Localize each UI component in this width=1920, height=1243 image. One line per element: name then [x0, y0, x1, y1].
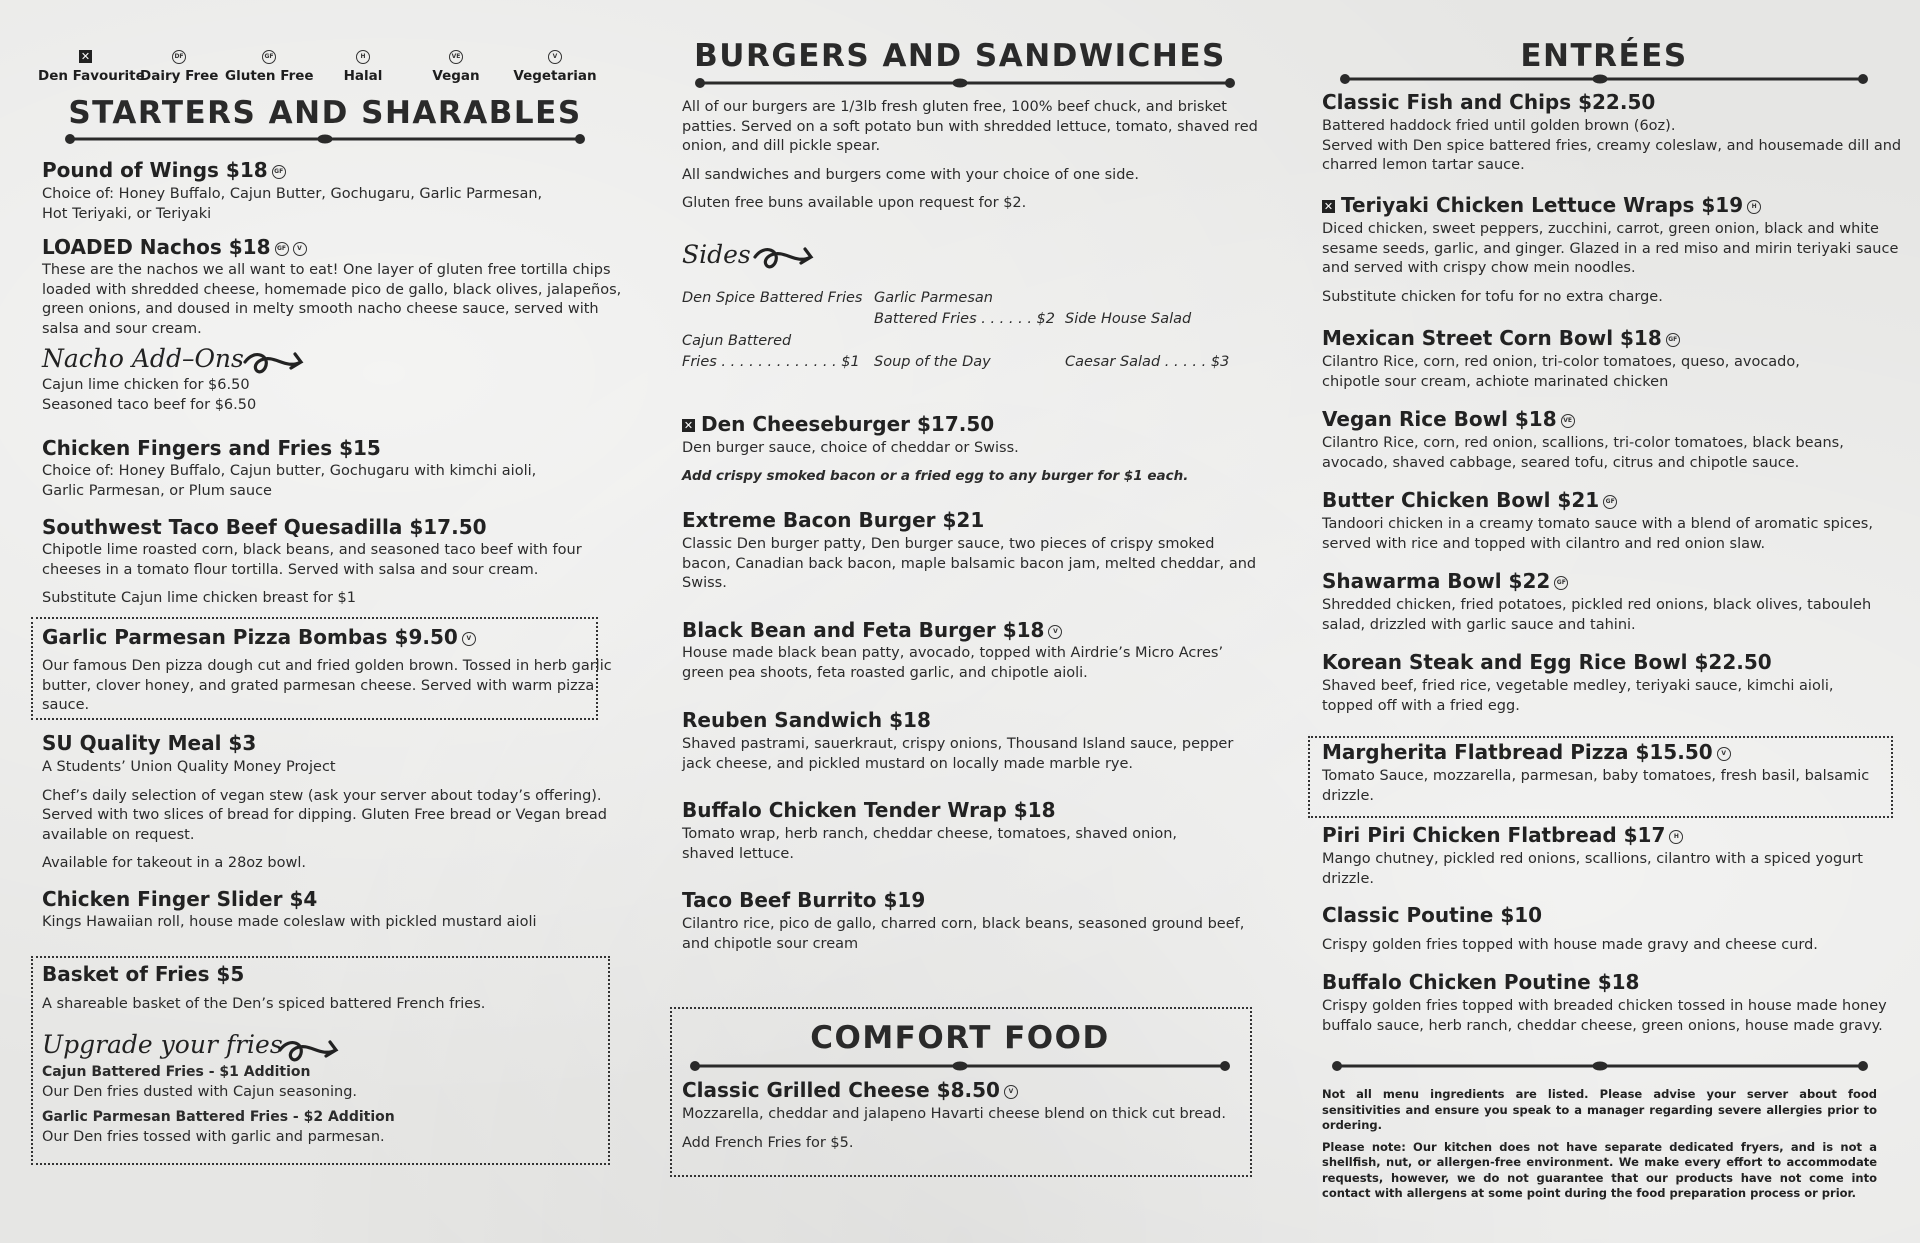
legend-vegan: VE Vegan	[426, 46, 486, 84]
gluten-free-icon: GF	[1603, 495, 1617, 509]
menu-item-grilled-cheese: Classic Grilled Cheese $8.50 V Mozzarella, cheddar and jalapeno Havarti cheese blend on thick cut bread. Add French Fries for $5.	[682, 1078, 1226, 1151]
menu-item-su-quality-meal: SU Quality Meal $3 A Students’ Union Quality Money Project Chef’s daily selection of vegan stew (ask your server about today’s offering). Served with two slices of bread for dipping. Gluten Free bread or Vegan bread available on request. Available for takeout in a 28oz bowl.	[42, 731, 607, 871]
menu-item-quesadilla: Southwest Taco Beef Quesadilla $17.50 Chipotle lime roasted corn, black beans, and seasoned taco beef with four cheeses in a tomato flour tortilla. Served with salsa and sour cream. Substitute Cajun lime chicken breast for $1	[42, 515, 582, 606]
menu-item-extreme-bacon-burger: Extreme Bacon Burger $21 Classic Den burger patty, Den burger sauce, two pieces of crispy smoked bacon, Canadian back bacon, maple balsamic bacon jam, melted cheddar, and Swiss.	[682, 508, 1257, 591]
legend-dairy-free: DF Dairy Free	[140, 46, 218, 84]
menu-item-butter-chicken-bowl: Butter Chicken Bowl $21 GF Tandoori chicken in a creamy tomato sauce with a blend of aromatic spices, served with rice and topped with cilantro and red onion slaw.	[1322, 488, 1873, 552]
menu-item-pizza-bombas: Garlic Parmesan Pizza Bombas $9.50 V Our famous Den pizza dough cut and fried golden brown. Tossed in herb garlic butter, clover honey, and grated parmesan cheese. Served with warm pizza sauce.	[42, 625, 612, 713]
menu-item-chicken-fingers: Chicken Fingers and Fries $15 Choice of: Honey Buffalo, Cajun butter, Gochugaru with kimchi aioli, Garlic Parmesan, or Plum sauce	[42, 436, 537, 499]
menu-item-slider: Chicken Finger Slider $4 Kings Hawaiian roll, house made coleslaw with pickled mustard aioli	[42, 887, 537, 930]
legend-vegetarian: V Vegetarian	[510, 46, 600, 84]
burgers-heading: BURGERS AND SANDWICHES	[694, 38, 1226, 74]
burgers-intro: All of our burgers are 1/3lb fresh gluten free, 100% beef chuck, and brisket patties. Served on a soft potato bun with shredded lettuce, tomato, shaved red onion, and dill pickle spear. All sandwiches and burgers come with your choice of one side. Gluten free buns available upon request for $2.	[682, 99, 1258, 211]
menu-item-margherita-flatbread: Margherita Flatbread Pizza $15.50 V Tomato Sauce, mozzarella, parmesan, baby tomatoes, fresh basil, balsamic drizzle.	[1322, 740, 1870, 804]
legend-halal: H Halal	[333, 46, 393, 84]
nacho-addons-title: Nacho Add–Ons	[42, 344, 244, 373]
den-favourite-icon: ✕	[80, 50, 91, 63]
menu-item-den-cheeseburger: ✕ Den Cheeseburger $17.50 Den burger sauce, choice of cheddar or Swiss. Add crispy smoked bacon or a fried egg to any burger for $1 each.	[682, 412, 1189, 484]
menu-item-street-corn-bowl: Mexican Street Corn Bowl $18 GF Cilantro Rice, corn, red onion, tri-color tomatoes, queso, avocado, chipotle sour cream, achiote marinated chicken	[1322, 326, 1800, 390]
upgrade-fries-title: Upgrade your fries	[42, 1030, 283, 1059]
menu-item-basket-of-fries: Basket of Fries $5 A shareable basket of the Den’s spiced battered French fries.	[42, 962, 486, 1012]
menu-item-wings: Pound of Wings $18 GF Choice of: Honey Buffalo, Cajun Butter, Gochugaru, Garlic Parmesan, Hot Teriyaki, or Teriyaki	[42, 158, 543, 222]
den-favourite-icon: ✕	[683, 419, 694, 432]
halal-icon: H	[356, 50, 370, 64]
gluten-free-icon: GF	[275, 242, 289, 256]
vegetarian-icon: V	[462, 632, 476, 646]
starters-heading: STARTERS AND SHARABLES	[68, 95, 582, 131]
entrees-heading: ENTRÉES	[1520, 38, 1688, 74]
vegetarian-icon: V	[1048, 625, 1062, 639]
menu-item-black-bean-burger: Black Bean and Feta Burger $18 V House made black bean patty, avocado, topped with Airdrie’s Micro Acres’ green pea shoots, feta roasted garlic, and chipotle aioli.	[682, 618, 1224, 681]
menu-item-piri-piri-flatbread: Piri Piri Chicken Flatbread $17 H Mango chutney, pickled red onions, scallions, cilantro with a spiced yogurt drizzle.	[1322, 823, 1863, 887]
gluten-free-icon: GF	[1554, 576, 1568, 590]
menu-item-reuben: Reuben Sandwich $18 Shaved pastrami, sauerkraut, crispy onions, Thousand Island sauce, pepper jack cheese, and pickled mustard on locally made marble rye.	[682, 708, 1234, 772]
nacho-squiggle-arrow	[245, 354, 301, 372]
gluten-free-icon: GF	[262, 50, 276, 64]
upgrade-fries-list: Cajun Battered Fries - $1 Addition Our Den fries dusted with Cajun seasoning. Garlic Parmesan Battered Fries - $2 Addition Our Den fries tossed with garlic and parmesan.	[42, 1064, 395, 1145]
legend-den-favourite: ✕ Den Favourite	[38, 50, 145, 84]
menu-item-burrito: Taco Beef Burrito $19 Cilantro rice, pico de gallo, charred corn, black beans, seasoned ground beef, and chipotle sour cream	[682, 888, 1245, 952]
menu-item-shawarma-bowl: Shawarma Bowl $22 GF Shredded chicken, fried potatoes, pickled red onions, black olives, tabouleh salad, drizzled with garlic sauce and tahini.	[1322, 569, 1872, 633]
comfort-heading: COMFORT FOOD	[810, 1020, 1110, 1056]
allergen-notes: Not all menu ingredients are listed. Please advise your server about food sensitivities and ensure you speak to a manager regarding severe allergies prior to ordering. Please note: Our kitchen does not have separate dedicated fryers, and is not a shellfish, nut, or allergen-free environment. We make every effort to accommodate requests, however, we do not guarantee that our products have not come into contact with allergens at some point during the food preparation process or prior.	[1322, 1087, 1877, 1200]
dairy-free-icon: DF	[172, 50, 186, 64]
gluten-free-icon: GF	[272, 165, 286, 179]
vegan-icon: VE	[449, 50, 463, 64]
vegetarian-icon: V	[548, 50, 562, 64]
menu-item-classic-poutine: Classic Poutine $10 Crispy golden fries topped with house made gravy and cheese curd.	[1322, 903, 1818, 953]
menu-item-buffalo-wrap: Buffalo Chicken Tender Wrap $18 Tomato wrap, herb ranch, cheddar cheese, tomatoes, shaved onion, shaved lettuce.	[682, 798, 1178, 862]
legend-gluten-free: GF Gluten Free	[225, 46, 313, 84]
den-favourite-icon: ✕	[1323, 200, 1334, 213]
gluten-free-icon: GF	[1666, 333, 1680, 347]
diet-legend	[38, 46, 598, 86]
halal-icon: H	[1747, 200, 1761, 214]
vegan-icon: VE	[1561, 414, 1575, 428]
menu-item-fish-and-chips: Classic Fish and Chips $22.50 Battered haddock fried until golden brown (6oz). Served with Den spice battered fries, creamy coleslaw, and housemade dill and charred lemon tartar sauce.	[1322, 90, 1902, 173]
nacho-addons-list: Cajun lime chicken for $6.50 Seasoned taco beef for $6.50	[42, 377, 257, 413]
sides-squiggle-arrow	[755, 249, 811, 267]
menu-item-nachos: LOADED Nachos $18 GF V These are the nachos we all want to eat! One layer of gluten free tortilla chips loaded with shredded cheese, homemade pico de gallo, black olives, jalapeños, green onions, and doused in melty smooth nacho cheese sauce, served with salsa and sour cream.	[42, 235, 622, 337]
halal-icon: H	[1669, 830, 1683, 844]
vegetarian-icon: V	[1004, 1085, 1018, 1099]
menu-item-vegan-rice-bowl: Vegan Rice Bowl $18 VE Cilantro Rice, corn, red onion, scallions, tri-color tomatoes, black beans, avocado, shaved cabbage, seared tofu, citrus and chipotle sauce.	[1322, 407, 1844, 471]
vegetarian-icon: V	[1717, 747, 1731, 761]
sides-list: Den Spice Battered Fries Garlic Parmesan Battered Fries . . . . . . $2 Side House Salad Cajun Battered Fries . . . . . . . . . . . . . $1 Soup of the Day Caesar Salad . . . . . $3	[682, 290, 1230, 370]
vegetarian-icon: V	[293, 242, 307, 256]
menu-item-buffalo-poutine: Buffalo Chicken Poutine $18 Crispy golden fries topped with breaded chicken tossed in house made honey buffalo sauce, herb ranch, cheddar cheese, green onions, house made gravy.	[1322, 970, 1887, 1034]
menu-item-teriyaki-wraps: ✕ Teriyaki Chicken Lettuce Wraps $19 H Diced chicken, sweet peppers, zucchini, carrot, green onion, black and white sesame seeds, garlic, and ginger. Glazed in a red miso and mirin teriyaki sauce and served with crispy chow mein noodles. Substitute chicken for tofu for no extra charge.	[1322, 193, 1899, 305]
sides-title: Sides	[682, 240, 751, 269]
menu-item-korean-steak-bowl: Korean Steak and Egg Rice Bowl $22.50 Shaved beef, fried rice, vegetable medley, teriyaki sauce, kimchi aioli, topped off with a fried egg.	[1322, 650, 1834, 714]
